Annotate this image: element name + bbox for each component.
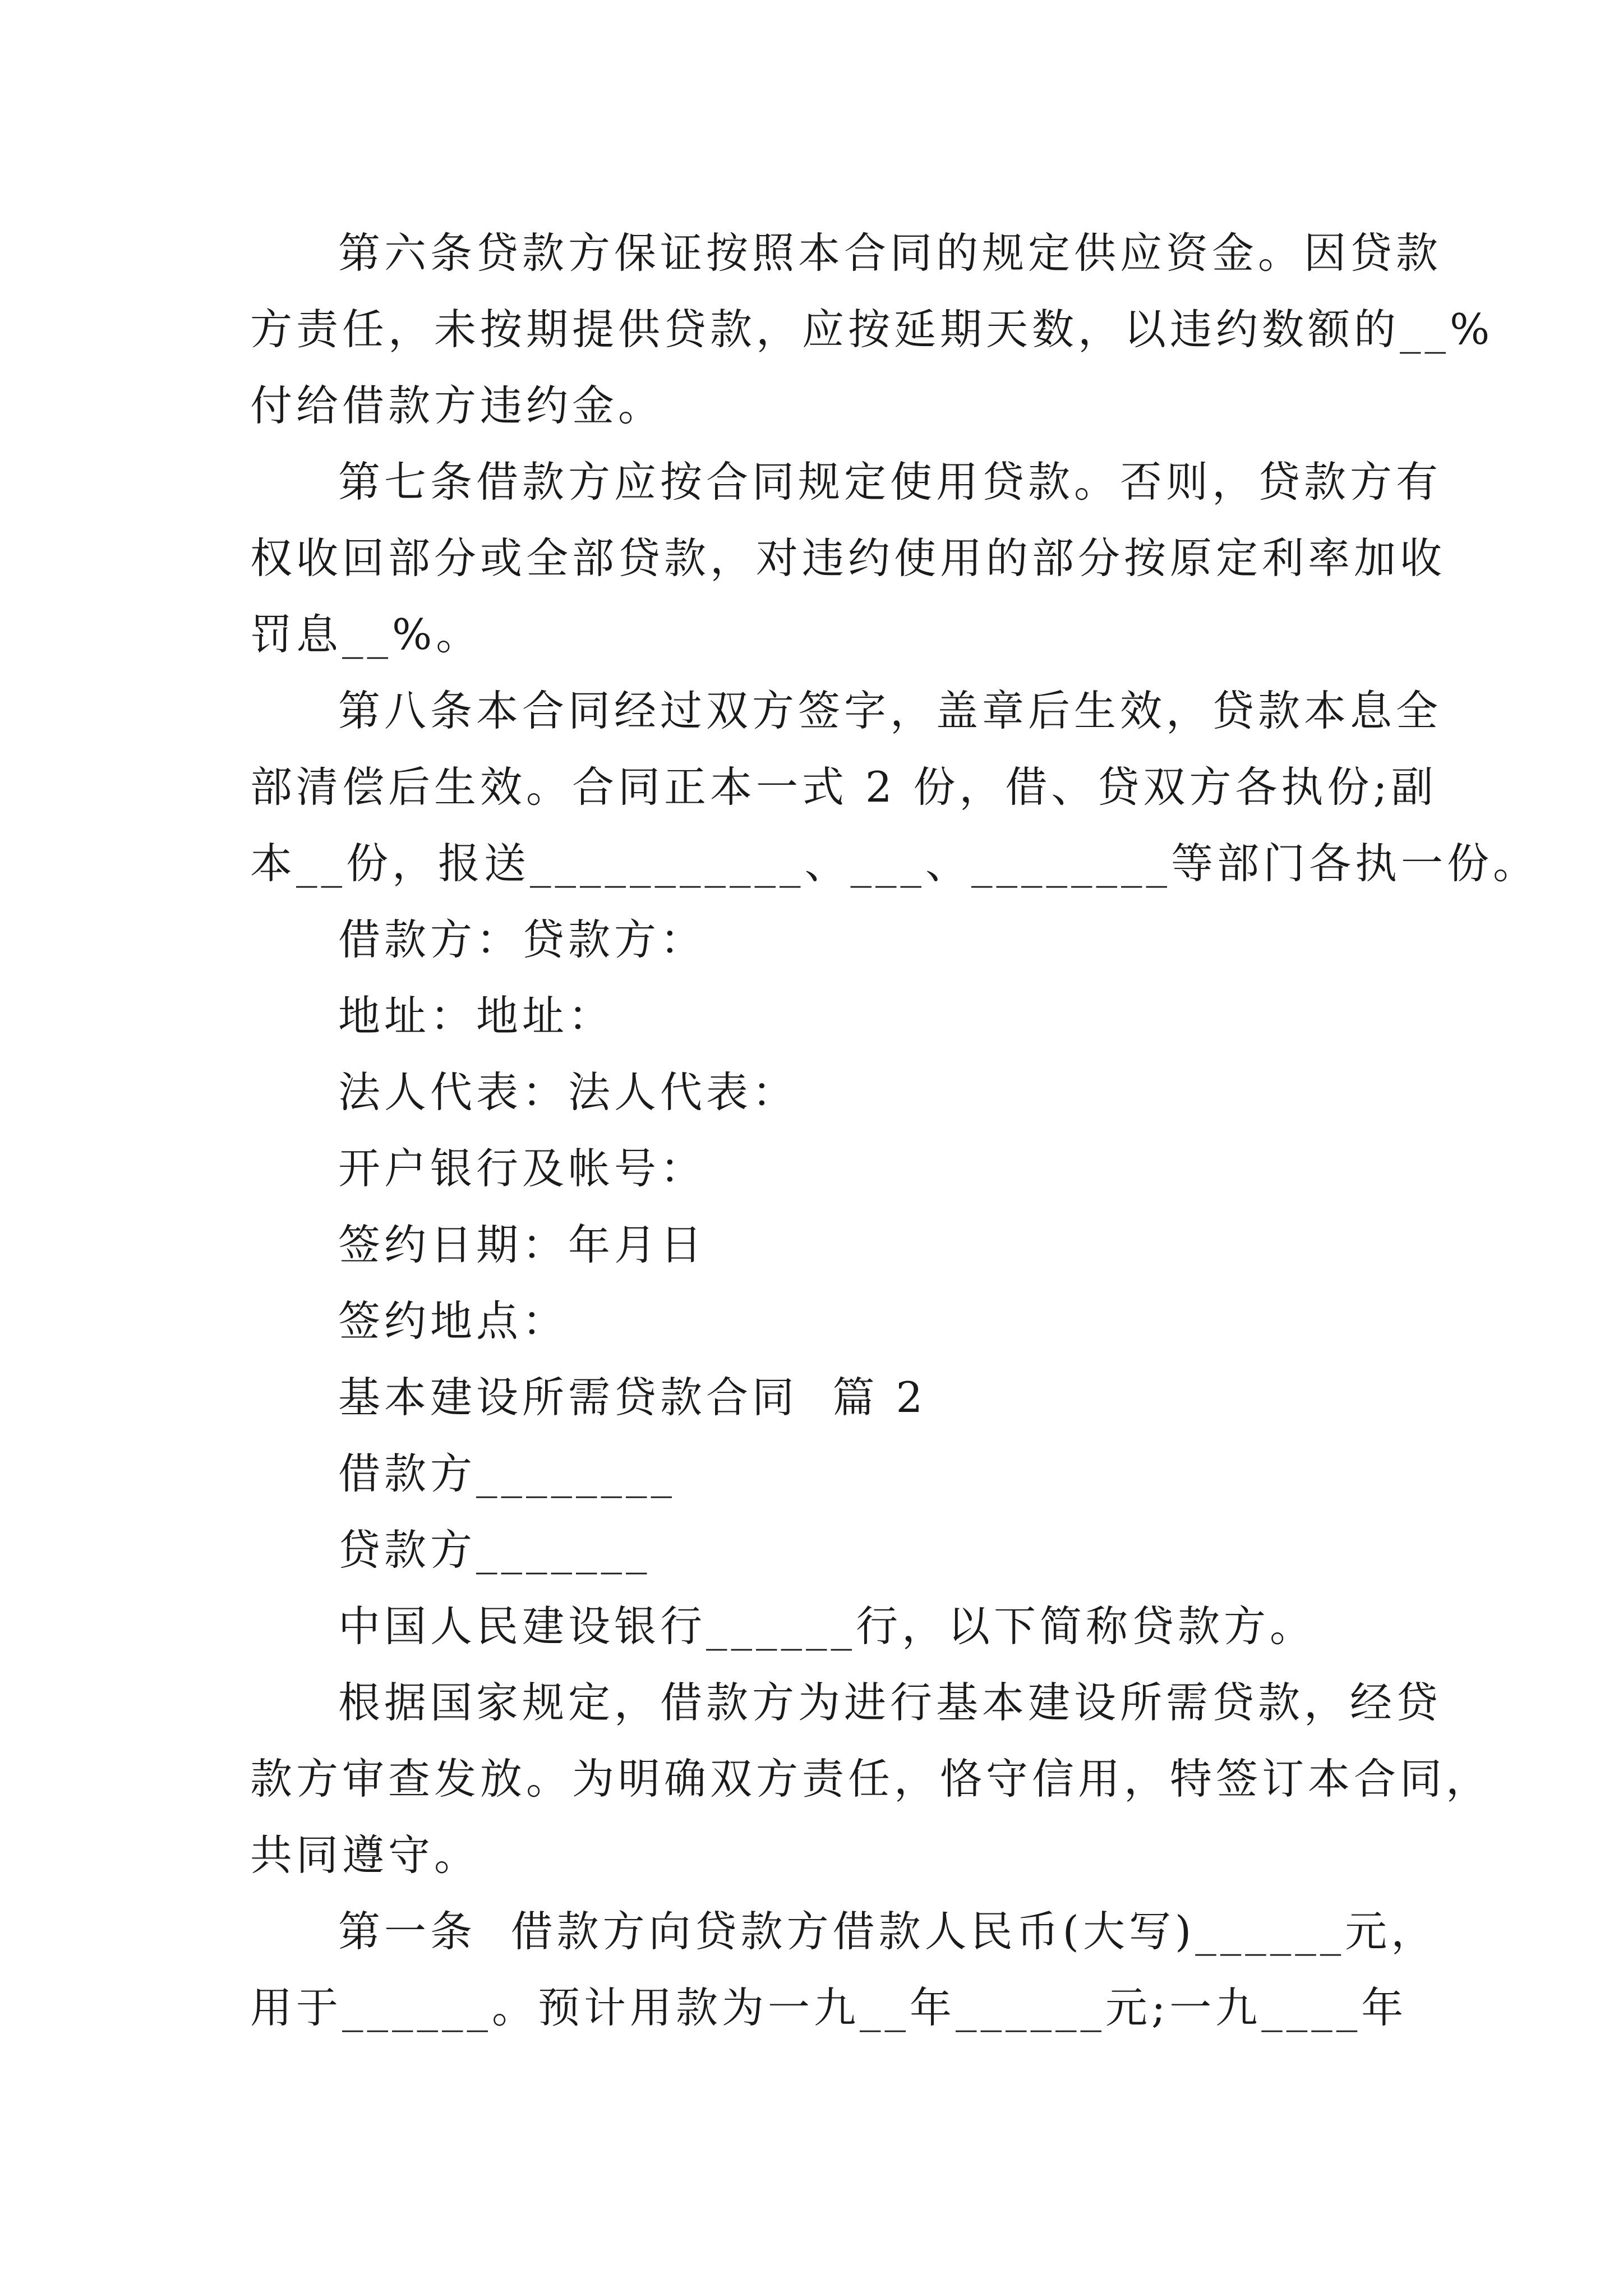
text-line: 权收回部分或全部贷款，对违约使用的部分按原定利率加收 bbox=[250, 533, 1446, 583]
text-line: 基本建设所需贷款合同 篇 2 bbox=[338, 1373, 927, 1422]
document-body bbox=[250, 215, 1539, 2046]
text-line: 用于______。预计用款为一九__年______元;一九____年 bbox=[250, 1983, 1408, 2032]
paragraph-sign-date bbox=[250, 1207, 1389, 1283]
paragraph-bank-account bbox=[250, 1130, 1389, 1207]
paragraph-address bbox=[250, 978, 1389, 1054]
paragraph-article-8 bbox=[250, 673, 1539, 901]
text-line: 方责任，未按期提供贷款，应按延期天数，以违约数额的__% bbox=[250, 305, 1494, 354]
text-line: 第七条借款方应按合同规定使用贷款。否则，贷款方有 bbox=[338, 457, 1442, 507]
text-line: 借款方：贷款方： bbox=[338, 915, 707, 964]
text-line: 部清偿后生效。合同正本一式 2 份，借、贷双方各执份;副 bbox=[250, 762, 1437, 812]
text-line: 第一条 借款方向贷款方借款人民币(大写)______元， bbox=[338, 1907, 1437, 1956]
text-line: 第八条本合同经过双方签字，盖章后生效，贷款本息全 bbox=[338, 686, 1442, 735]
text-line: 地址：地址： bbox=[338, 991, 615, 1041]
text-line: 法人代表：法人代表： bbox=[338, 1068, 799, 1117]
paragraph-article-6 bbox=[250, 215, 1494, 444]
paragraph-sign-place bbox=[250, 1283, 1389, 1359]
paragraph-borrower-blank bbox=[250, 1435, 1389, 1512]
text-line: 第六条贷款方保证按照本合同的规定供应资金。因贷款 bbox=[338, 228, 1442, 278]
text-line: 款方审查发放。为明确双方责任，恪守信用，特签订本合同， bbox=[250, 1754, 1492, 1803]
paragraph-article-1 bbox=[250, 1893, 1437, 2046]
text-line: 贷款方_______ bbox=[338, 1525, 651, 1575]
text-line: 借款方________ bbox=[338, 1449, 676, 1498]
text-line: 开户银行及帐号： bbox=[338, 1144, 707, 1193]
text-line: 签约日期：年月日 bbox=[338, 1220, 707, 1269]
paragraph-borrower-lender bbox=[250, 901, 1389, 978]
text-line: 共同遵守。 bbox=[250, 1830, 481, 1880]
text-line: 中国人民建设银行______行，以下简称贷款方。 bbox=[338, 1602, 1316, 1651]
paragraph-section-title bbox=[250, 1359, 1389, 1435]
text-line: 本__份，报送___________、___、________等部门各执一份。 bbox=[250, 839, 1539, 888]
text-line: 罚息__%。 bbox=[250, 610, 482, 659]
text-line: 根据国家规定，借款方为进行基本建设所需贷款，经贷 bbox=[338, 1678, 1442, 1727]
text-line: 签约地点： bbox=[338, 1296, 569, 1346]
paragraph-legal-rep bbox=[250, 1054, 1389, 1130]
paragraph-lender-blank bbox=[250, 1512, 1389, 1588]
paragraph-bank-branch bbox=[250, 1588, 1389, 1664]
paragraph-article-7 bbox=[250, 444, 1446, 673]
paragraph-preamble bbox=[250, 1664, 1492, 1893]
text-line: 付给借款方违约金。 bbox=[250, 381, 665, 430]
